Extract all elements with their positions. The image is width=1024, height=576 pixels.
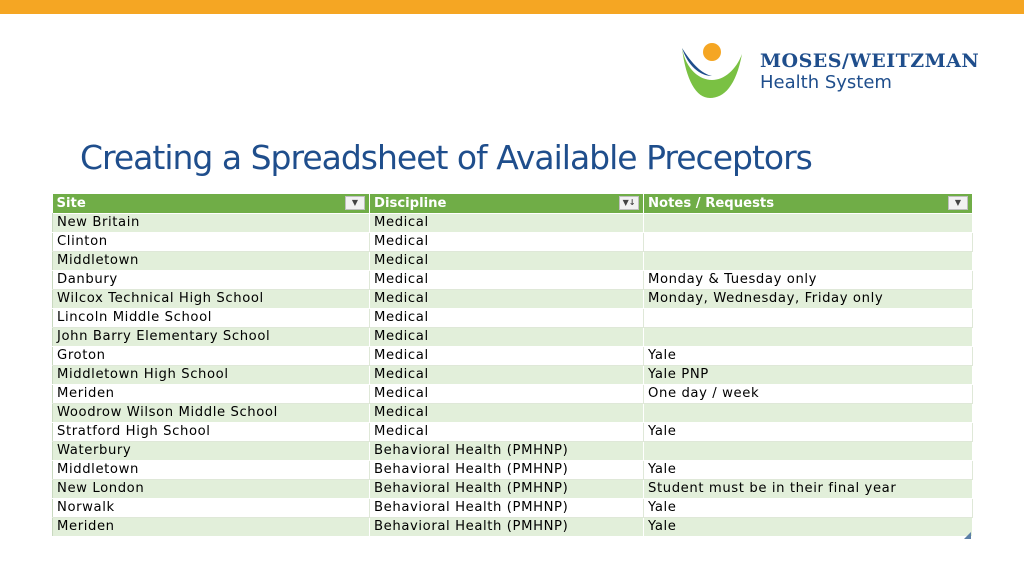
table-row [53, 499, 973, 518]
cell-discipline[interactable]: Medical [370, 423, 644, 442]
table-row [53, 404, 973, 423]
cell-site[interactable]: Clinton [53, 233, 370, 252]
cell-discipline[interactable]: Medical [370, 271, 644, 290]
filter-dropdown-icon[interactable]: ▼ [948, 196, 968, 210]
cell-notes[interactable] [644, 309, 973, 328]
cell-notes[interactable]: Monday & Tuesday only [644, 271, 973, 290]
cell-site[interactable]: Waterbury [53, 442, 370, 461]
cell-notes[interactable] [644, 252, 973, 271]
cell-site[interactable]: New Britain [53, 214, 370, 233]
cell-notes[interactable]: Yale [644, 499, 973, 518]
cell-site[interactable]: Stratford High School [53, 423, 370, 442]
filter-dropdown-icon[interactable]: ▼ [345, 196, 365, 210]
moses-weitzman-logo [680, 40, 1000, 104]
cell-discipline[interactable]: Behavioral Health (PMHNP) [370, 442, 644, 461]
cell-site[interactable]: Middletown High School [53, 366, 370, 385]
cell-site[interactable]: Lincoln Middle School [53, 309, 370, 328]
cell-site[interactable]: Middletown [53, 252, 370, 271]
table-row [53, 214, 973, 233]
table-row [53, 290, 973, 309]
cell-discipline[interactable]: Medical [370, 214, 644, 233]
preceptor-spreadsheet [52, 194, 973, 537]
table-row [53, 271, 973, 290]
cell-site[interactable]: Wilcox Technical High School [53, 290, 370, 309]
cell-site[interactable]: Danbury [53, 271, 370, 290]
cell-discipline[interactable]: Medical [370, 385, 644, 404]
cell-notes[interactable]: Student must be in their final year [644, 480, 973, 499]
logo-name: MOSES/WEITZMAN [760, 50, 980, 72]
logo-subtitle: Health System [760, 72, 892, 93]
table-row [53, 366, 973, 385]
cell-notes[interactable] [644, 214, 973, 233]
cell-notes[interactable] [644, 233, 973, 252]
logo-mark-icon [680, 40, 744, 104]
table-row [53, 461, 973, 480]
cell-discipline[interactable]: Medical [370, 328, 644, 347]
table-row [53, 347, 973, 366]
table-row [53, 480, 973, 499]
cell-site[interactable]: Middletown [53, 461, 370, 480]
cell-discipline[interactable]: Medical [370, 309, 644, 328]
cell-site[interactable]: New London [53, 480, 370, 499]
header-row [53, 194, 973, 214]
column-header-notes[interactable]: Notes / Requests ▼ [644, 194, 973, 214]
cell-discipline[interactable]: Behavioral Health (PMHNP) [370, 480, 644, 499]
cell-discipline[interactable]: Medical [370, 233, 644, 252]
cell-discipline[interactable]: Medical [370, 290, 644, 309]
cell-notes[interactable]: Yale [644, 347, 973, 366]
table-row [53, 252, 973, 271]
cell-site[interactable]: Meriden [53, 385, 370, 404]
cell-notes[interactable] [644, 328, 973, 347]
cell-notes[interactable]: Yale PNP [644, 366, 973, 385]
cell-discipline[interactable]: Medical [370, 366, 644, 385]
table-row [53, 442, 973, 461]
cell-notes[interactable] [644, 404, 973, 423]
cell-discipline[interactable]: Medical [370, 252, 644, 271]
cell-site[interactable]: Meriden [53, 518, 370, 537]
sort-filter-icon[interactable]: ▼↓ [619, 196, 639, 210]
cell-discipline[interactable]: Medical [370, 404, 644, 423]
cell-discipline[interactable]: Medical [370, 347, 644, 366]
table-resize-handle-icon[interactable] [964, 532, 971, 539]
table-row [53, 423, 973, 442]
cell-notes[interactable] [644, 442, 973, 461]
cell-site[interactable]: Groton [53, 347, 370, 366]
cell-discipline[interactable]: Behavioral Health (PMHNP) [370, 518, 644, 537]
table-row [53, 385, 973, 404]
table-row [53, 328, 973, 347]
cell-notes[interactable]: Yale [644, 423, 973, 442]
cell-discipline[interactable]: Behavioral Health (PMHNP) [370, 461, 644, 480]
cell-site[interactable]: Norwalk [53, 499, 370, 518]
top-accent-bar [0, 0, 1024, 14]
table-row [53, 233, 973, 252]
cell-discipline[interactable]: Behavioral Health (PMHNP) [370, 499, 644, 518]
cell-notes[interactable]: One day / week [644, 385, 973, 404]
cell-site[interactable]: John Barry Elementary School [53, 328, 370, 347]
cell-site[interactable]: Woodrow Wilson Middle School [53, 404, 370, 423]
cell-notes[interactable]: Yale [644, 461, 973, 480]
slide-title: Creating a Spreadsheet of Available Preceptors [80, 138, 812, 177]
table-row [53, 518, 973, 537]
column-header-site[interactable]: Site ▼ [53, 194, 370, 214]
cell-notes[interactable]: Monday, Wednesday, Friday only [644, 290, 973, 309]
table-row [53, 309, 973, 328]
cell-notes[interactable]: Yale [644, 518, 973, 537]
column-header-discipline[interactable]: Discipline ▼↓ [370, 194, 644, 214]
